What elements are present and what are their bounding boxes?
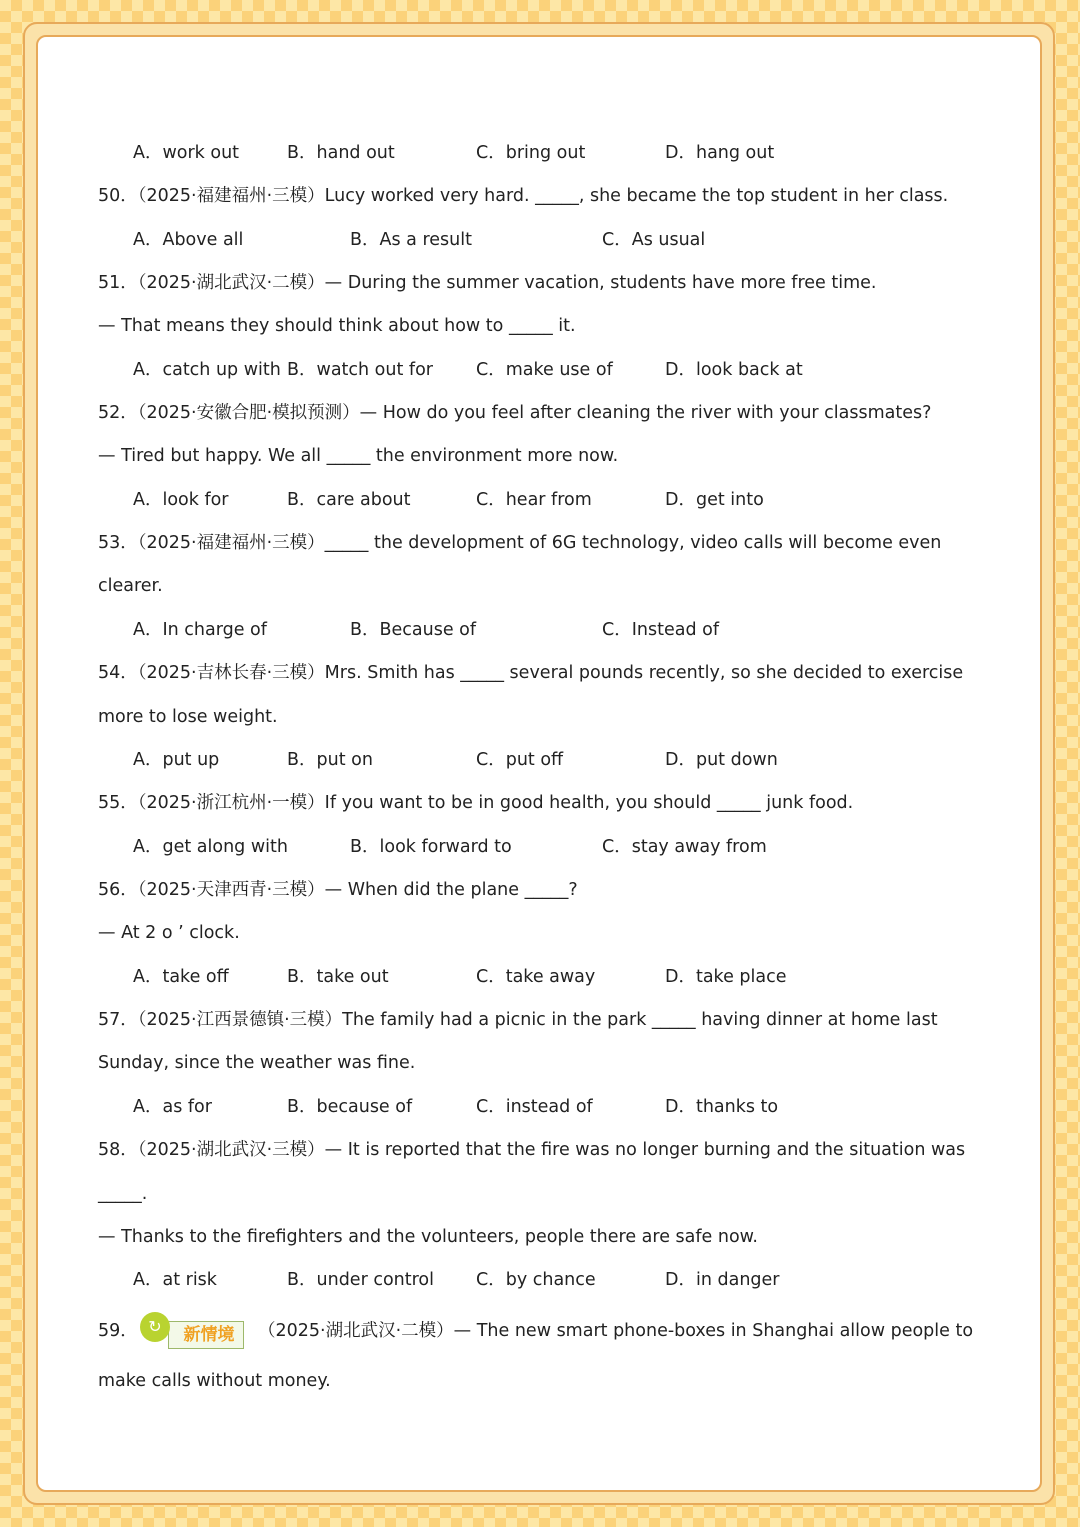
- q57-option-a: A．as for: [133, 1097, 212, 1117]
- q57-line2: Sunday, since the weather was fine.: [98, 1053, 416, 1073]
- q53-option-c: C．Instead of: [602, 620, 719, 640]
- q53-stem: 53．（2025·福建福州·三模）_____ the development of 6G technology, video calls will become even: [98, 533, 942, 553]
- q54-line2: more to lose weight.: [98, 707, 278, 727]
- q50-option-b: B．As a result: [350, 230, 472, 250]
- q49-option-b: B．hand out: [287, 143, 395, 163]
- q49-option-c: C．bring out: [476, 143, 586, 163]
- q52-option-c: C．hear from: [476, 490, 592, 510]
- q58-option-c: C．by chance: [476, 1270, 596, 1290]
- refresh-icon: ↻: [140, 1312, 170, 1342]
- q56-option-c: C．take away: [476, 967, 596, 987]
- q54-option-d: D．put down: [665, 750, 778, 770]
- q52-option-b: B．care about: [287, 490, 411, 510]
- q55-option-b: B．look forward to: [350, 837, 512, 857]
- q51-option-d: D．look back at: [665, 360, 803, 380]
- q54-option-c: C．put off: [476, 750, 564, 770]
- q55-option-c: C．stay away from: [602, 837, 767, 857]
- badge-label: 新情境: [168, 1321, 244, 1349]
- q51-line2: — That means they should think about how to _____ it.: [98, 316, 576, 336]
- q50-stem: 50．（2025·福建福州·三模）Lucy worked very hard. _____, she became the top student in her class.: [98, 186, 949, 206]
- q49-option-a: A．work out: [133, 143, 240, 163]
- q52-stem: 52．（2025·安徽合肥·模拟预测）— How do you feel after cleaning the river with your classmates?: [98, 403, 932, 423]
- q51-option-a: A．catch up with: [133, 360, 281, 380]
- new-context-badge: [140, 1312, 246, 1350]
- q53-option-a: A．In charge of: [133, 620, 267, 640]
- q59-line2: make calls without money.: [98, 1371, 331, 1391]
- q56-line2: — At 2 o ’ clock.: [98, 923, 240, 943]
- q54-stem: 54．（2025·吉林长春·三模）Mrs. Smith has _____ several pounds recently, so she decided to exercise: [98, 663, 964, 683]
- q56-option-b: B．take out: [287, 967, 389, 987]
- q56-option-d: D．take place: [665, 967, 787, 987]
- q56-option-a: A．take off: [133, 967, 229, 987]
- q54-option-b: B．put on: [287, 750, 373, 770]
- q55-stem: 55．（2025·浙江杭州·一模）If you want to be in good health, you should _____ junk food.: [98, 793, 854, 813]
- q55-option-a: A．get along with: [133, 837, 288, 857]
- q58-option-b: B．under control: [287, 1270, 434, 1290]
- q50-option-c: C．As usual: [602, 230, 706, 250]
- q51-option-c: C．make use of: [476, 360, 613, 380]
- q58-stem: 58．（2025·湖北武汉·三模）— It is reported that the fire was no longer burning and the situation was: [98, 1140, 966, 1160]
- q52-option-d: D．get into: [665, 490, 764, 510]
- q59-stem: （2025·湖北武汉·二模）— The new smart phone-boxes in Shanghai allow people to: [258, 1321, 974, 1341]
- q52-line2: — Tired but happy. We all _____ the environment more now.: [98, 446, 619, 466]
- q51-stem: 51．（2025·湖北武汉·二模）— During the summer vacation, students have more free time.: [98, 273, 877, 293]
- q57-option-c: C．instead of: [476, 1097, 593, 1117]
- q53-option-b: B．Because of: [350, 620, 477, 640]
- q50-option-a: A．Above all: [133, 230, 244, 250]
- q59-number: 59．: [98, 1321, 138, 1341]
- q56-stem: 56．（2025·天津西青·三模）— When did the plane _____?: [98, 880, 578, 900]
- q58-option-a: A．at risk: [133, 1270, 217, 1290]
- q58-line3: — Thanks to the firefighters and the volunteers, people there are safe now.: [98, 1227, 758, 1247]
- q52-option-a: A．look for: [133, 490, 229, 510]
- q58-option-d: D．in danger: [665, 1270, 780, 1290]
- q51-option-b: B．watch out for: [287, 360, 433, 380]
- q57-stem: 57．（2025·江西景德镇·三模）The family had a picnic in the park _____ having dinner at home last: [98, 1010, 938, 1030]
- q53-line2: clearer.: [98, 576, 163, 596]
- q57-option-b: B．because of: [287, 1097, 413, 1117]
- q58-line2: _____.: [98, 1184, 148, 1204]
- q57-option-d: D．thanks to: [665, 1097, 779, 1117]
- q54-option-a: A．put up: [133, 750, 220, 770]
- q49-option-d: D．hang out: [665, 143, 775, 163]
